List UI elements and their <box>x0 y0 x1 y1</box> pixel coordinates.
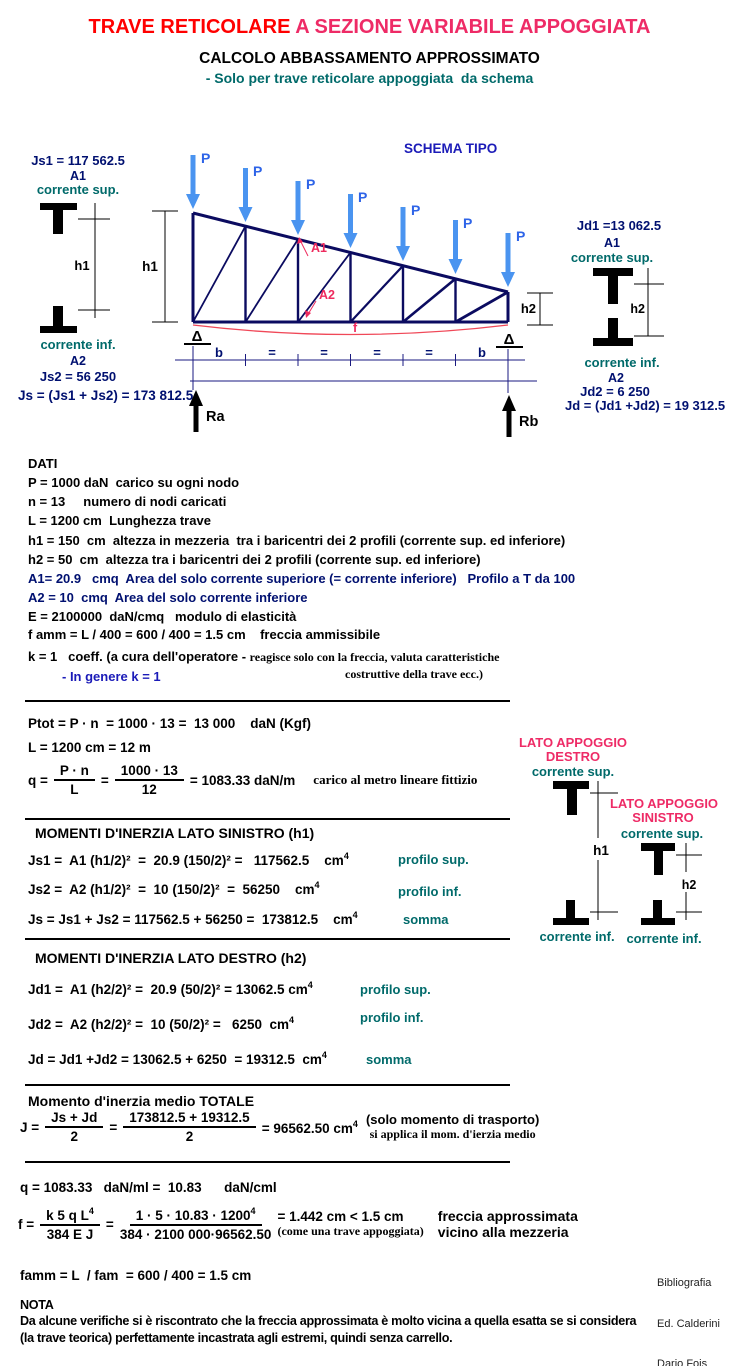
k-genere-note: - In genere k = 1 <box>62 669 161 684</box>
page-title-sub: A SEZIONE VARIABILE APPOGGIATA <box>290 16 651 38</box>
formula-text: Js = Js1 + Js2 = 117562.5 + 56250 = 173812.5 cm <box>28 912 353 927</box>
f-side-note-2: vicino alla mezzeria <box>437 1224 569 1240</box>
dati-row: n = 13 numero di nodi caricati <box>28 494 227 509</box>
formula-row <box>28 851 349 868</box>
nota-line: Da alcune verifiche si è riscontrato che la freccia approssimata è molto vicina a quella esatta se si considera <box>20 1314 637 1328</box>
h1-dim-label: h1 <box>74 258 90 273</box>
j-result <box>262 1119 358 1136</box>
load-p-label: P <box>201 150 211 166</box>
bibliography-title: Bibliografia <box>657 1277 712 1289</box>
a2-label: A2 <box>608 371 624 385</box>
formula-text: Jd = Jd1 +Jd2 = 13062.5 + 6250 = 19312.5 cm <box>28 1052 322 1067</box>
destro-heading: MOMENTI D'INERZIA LATO DESTRO (h2) <box>35 950 307 966</box>
row-label: profilo inf. <box>398 884 462 899</box>
page-title-main: TRAVE RETICOLARE <box>88 16 291 38</box>
h2-dim-label: h2 <box>630 302 645 316</box>
jd2-value: Jd2 = 6 250 <box>580 384 650 399</box>
t-profile-web <box>53 210 63 234</box>
bibliography-editor: Ed. Calderini <box>657 1317 720 1330</box>
ptot-line: Ptot = P · n = 1000 · 13 = 13 000 daN (Kgf) <box>28 716 311 731</box>
medio-heading: Momento d'inerzia medio TOTALE <box>28 1093 255 1109</box>
length-line: L = 1200 cm = 12 m <box>28 740 151 755</box>
exponent: 4 <box>321 1050 327 1060</box>
equals: = <box>100 772 109 788</box>
k-note-2: costruttive della trave ecc.) <box>345 667 483 681</box>
a1-label: A1 <box>70 169 86 183</box>
dati-row: E = 2100000 daN/cmq modulo di elasticità <box>28 609 297 624</box>
exponent: 4 <box>314 880 320 890</box>
fraction <box>54 763 95 797</box>
jd1-value: Jd1 =13 062.5 <box>576 218 662 233</box>
fraction <box>45 1110 103 1144</box>
dim-label: = <box>268 345 276 360</box>
separator <box>25 1161 510 1163</box>
denominator: 12 <box>141 782 157 797</box>
row-label: profilo inf. <box>360 1010 424 1025</box>
load-p-label: P <box>411 202 421 218</box>
row-label: somma <box>366 1052 412 1067</box>
f-result-block <box>277 1209 423 1239</box>
j-note-1: (solo momento di trasporto) <box>365 1112 540 1127</box>
q-conversion-line: q = 1083.33 daN/ml = 10.83 daN/cml <box>20 1180 277 1195</box>
exponent: 4 <box>88 1206 94 1216</box>
dati-row: f amm = L / 400 = 600 / 400 = 1.5 cm freccia ammissibile <box>28 627 381 642</box>
q-formula <box>28 763 477 797</box>
dim-label: = <box>373 345 381 360</box>
f-formula <box>18 1206 578 1242</box>
reaction-rb-label: Rb <box>519 414 539 430</box>
page-title <box>0 16 739 39</box>
q-result: = 1083.33 daN/m <box>189 772 296 788</box>
row-label: profilo sup. <box>360 982 431 997</box>
left-profile-section <box>18 153 194 403</box>
dati-k-row <box>28 648 499 666</box>
q-lhs: q = <box>28 772 48 788</box>
reaction-arrows <box>189 390 538 437</box>
load-p-label: P <box>516 228 526 244</box>
j-result-text: = 96562.50 cm <box>261 1120 353 1136</box>
support-delta-left: Δ <box>191 328 203 345</box>
f-lhs: f = <box>18 1216 35 1232</box>
fraction <box>123 1110 256 1144</box>
truss-h1-label: h1 <box>142 259 158 274</box>
fraction <box>40 1206 100 1242</box>
dim-label: b <box>215 345 223 360</box>
lato-sinistro-line1: LATO APPOGGIO <box>609 796 719 811</box>
numerator: Js + Jd <box>45 1110 103 1128</box>
f-side-note-1: freccia approssimata <box>437 1208 578 1224</box>
equals: = <box>105 1216 114 1232</box>
formula-text: Js1 = A1 (h1/2)² = 20.9 (150/2)² = 117562.5 cm <box>28 853 344 868</box>
separator <box>25 938 510 940</box>
j-formula <box>20 1110 539 1144</box>
corrente-inf-label: corrente inf. <box>584 355 660 370</box>
dati-row: L = 1200 cm Lunghezza trave <box>28 513 211 528</box>
numerator <box>130 1206 262 1226</box>
load-p-label: P <box>306 176 316 192</box>
j-notes <box>366 1112 539 1142</box>
reaction-ra-label: Ra <box>206 409 225 425</box>
famm-line: famm = L / fam = 600 / 400 = 1.5 cm <box>20 1268 252 1283</box>
separator <box>25 700 510 702</box>
dati-row: h1 = 150 cm altezza in mezzeria tra i baricentri dei 2 profili (corrente sup. ed inferiore) <box>28 533 566 548</box>
corrente-sup-label: corrente sup. <box>620 826 704 841</box>
load-p-label: P <box>463 215 473 231</box>
subtitle: CALCOLO ABBASSAMENTO APPROSSIMATO <box>199 50 540 67</box>
support-side-profiles <box>500 725 739 950</box>
dati-row: P = 1000 daN carico su ogni nodo <box>28 475 240 490</box>
formula-row <box>28 910 358 927</box>
t-profile-flange <box>40 203 77 210</box>
js-sum-value: Js = (Js1 + Js2) = 173 812.5 <box>18 388 194 403</box>
load-p-label: P <box>358 189 368 205</box>
row-label: somma <box>403 912 449 927</box>
js1-value: Js1 = 117 562.5 <box>31 153 125 168</box>
k-coeff-text: k = 1 coeff. (a cura dell'operatore - <box>28 649 250 664</box>
dim-label: = <box>425 345 433 360</box>
denominator: 384 E J <box>46 1227 94 1242</box>
fraction <box>115 763 184 797</box>
schema-tipo-label: SCHEMA TIPO <box>404 141 498 156</box>
denominator: L <box>70 782 79 797</box>
j-note-2: si applica il mom. d'ierzia medio <box>369 1127 536 1141</box>
nota-line: (la trave teorica) perfettamente incastrata agli estremi, quindi senza carrello. <box>20 1331 453 1345</box>
denominator: 384 · 2100 000·96562.50 <box>119 1227 272 1242</box>
row-label: profilo sup. <box>398 852 469 867</box>
inverted-t-flange <box>40 326 77 333</box>
truss-h2-label: h2 <box>520 301 536 316</box>
exponent: 4 <box>250 1206 256 1216</box>
load-arrows <box>186 150 525 287</box>
jd-sum-value: Jd = (Jd1 +Jd2) = 19 312.5 <box>565 398 726 413</box>
lato-destro-line2: DESTRO <box>545 749 601 764</box>
numerator-text: 1 · 5 · 10.83 · 1200 <box>135 1208 251 1223</box>
h2-dim-label: h2 <box>681 878 697 892</box>
exponent: 4 <box>289 1015 295 1025</box>
formula-text: Jd1 = A1 (h2/2)² = 20.9 (50/2)² = 13062.5 cm <box>28 982 308 997</box>
formula-row <box>28 880 320 897</box>
corrente-inf-label: corrente inf. <box>539 929 615 944</box>
numerator: 173812.5 + 19312.5 <box>123 1110 256 1128</box>
bibliography-author: Dario Fois <box>657 1358 708 1366</box>
lato-sinistro-line2: SINISTRO <box>632 810 694 825</box>
dim-label: = <box>320 345 328 360</box>
bibliography <box>657 1250 720 1366</box>
equals: = <box>109 1119 118 1135</box>
a2-label: A2 <box>70 354 86 368</box>
formula-text: Jd2 = A2 (h2/2)² = 10 (50/2)² = 6250 cm <box>28 1017 290 1032</box>
corrente-sup-label: corrente sup. <box>531 764 615 779</box>
f-result: = 1.442 cm < 1.5 cm <box>277 1209 404 1224</box>
dati-row: A1= 20.9 cmq Area del solo corrente superiore (= corrente inferiore) Profilo a T da 100 <box>28 571 576 586</box>
a2-annotation: A2 <box>319 288 335 302</box>
support-delta-right: Δ <box>503 331 515 348</box>
dati-row: h2 = 50 cm altezza tra i baricentri dei 2 profili (corrente sup. ed inferiore) <box>28 552 481 567</box>
dim-label: b <box>478 345 486 360</box>
lato-destro-line1: LATO APPOGGIO <box>518 735 628 750</box>
j-lhs: J = <box>20 1119 40 1135</box>
deflection-f-label: f <box>353 321 358 335</box>
denominator: 2 <box>185 1129 194 1144</box>
corrente-sup-label: corrente sup. <box>570 250 654 265</box>
f-side-note <box>438 1208 578 1240</box>
subtitle-note: - Solo per trave reticolare appoggiata da schema <box>205 70 534 86</box>
formula-row <box>28 1015 294 1032</box>
a1-label: A1 <box>604 236 620 250</box>
exponent: 4 <box>343 851 349 861</box>
exponent: 4 <box>352 1118 358 1129</box>
numerator <box>40 1206 100 1226</box>
numerator: P · n <box>54 763 95 781</box>
separator <box>25 818 510 820</box>
dati-heading: DATI <box>28 456 58 471</box>
numerator: 1000 · 13 <box>115 763 184 781</box>
k-note-1: reagisce solo con la freccia, valuta caratteristiche <box>249 650 500 664</box>
sinistro-heading: MOMENTI D'INERZIA LATO SINISTRO (h1) <box>35 825 315 841</box>
nota-heading: NOTA <box>20 1298 54 1312</box>
right-profile-section <box>565 218 725 413</box>
numerator-text: k 5 q L <box>46 1208 89 1223</box>
corrente-inf-label: corrente inf. <box>626 931 702 946</box>
denominator: 2 <box>70 1129 78 1144</box>
f-result-note: (come una trave appoggiata) <box>277 1224 424 1238</box>
separator <box>25 1084 510 1086</box>
formula-row <box>28 1050 327 1067</box>
js2-value: Js2 = 56 250 <box>39 369 117 384</box>
q-note: carico al metro lineare fittizio <box>313 772 478 787</box>
corrente-inf-label: corrente inf. <box>40 337 116 352</box>
a1-annotation: A1 <box>311 241 327 255</box>
load-p-label: P <box>253 163 263 179</box>
inverted-t-web <box>53 306 63 326</box>
exponent: 4 <box>352 910 358 920</box>
h1-dim-label: h1 <box>593 843 609 858</box>
formula-text: Js2 = A2 (h1/2)² = 10 (150/2)² = 56250 cm <box>28 882 315 897</box>
formula-row <box>28 980 313 997</box>
truss-diagram <box>0 135 739 445</box>
exponent: 4 <box>307 980 313 990</box>
fraction <box>120 1206 272 1242</box>
dati-row: A2 = 10 cmq Area del solo corrente inferiore <box>28 590 308 605</box>
corrente-sup-label: corrente sup. <box>36 182 120 197</box>
